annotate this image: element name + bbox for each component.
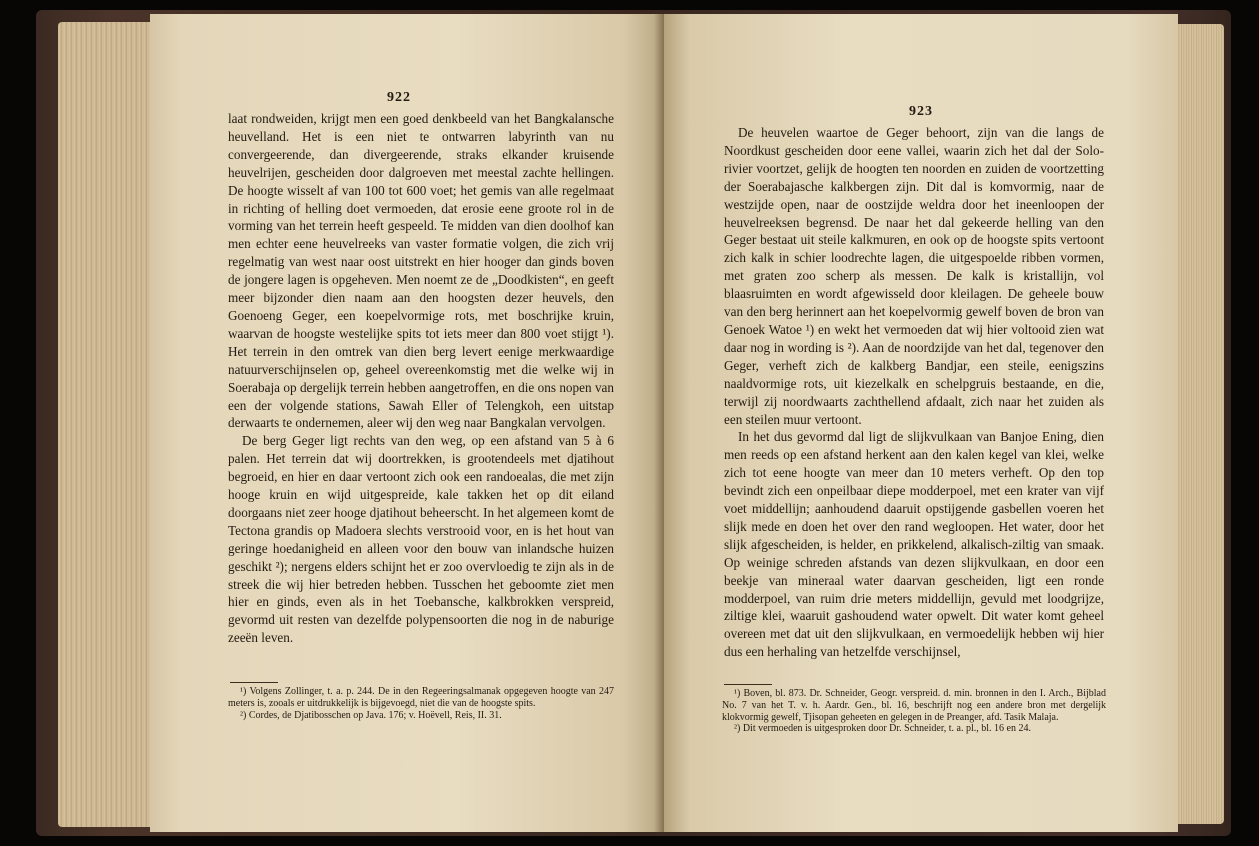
footnote-rule <box>230 682 278 683</box>
left-page <box>150 14 664 832</box>
page-stack-right <box>1172 24 1224 824</box>
paragraph: De heuvelen waartoe de Geger behoort, zijn van die langs de Noordkust gescheiden door eene vallei, waarin zich het dal der Solo-rivier voortzet, gelijk de hoogten ten noorden en zuiden de voortzetting der Soerabajasche kalkbergen zijn. Dit dal is komvormig, naar de westzijde open, naar de oostzijde weldra door het ineenloopen der heuvelreeksen begrensd. De naar het dal gekeerde helling van den Geger bestaat uit steile kalkmuren, en ook op de hoogste spits vertoont zich kalk in schier loodrechte lagen, die uitgespoelde ribben vormen, met graten zoo scherp als messen. De kalk is kristallijn, vol blaasruimten en wordt afgewisseld door kleilagen. De geheele bouw van den berg herinnert aan het koepelvormig gewelf boven de bron van Genoek Watoe ¹) en wekt het vermoeden dat wij hier voltooid zien wat daar nog in wording is ²). Aan de noordzijde van het dal, tegenover den Geger, verheft zich de kalkberg Bandjar, een steile, eenigszins naaldvormige rots, uit kiezelkalk en schelpgruis bestaande, en die, terwijl zij noordwaarts zachthellend afdaalt, zich naar het zuiden als een steilen muur vertoont. <box>724 125 1104 427</box>
paragraph: De berg Geger ligt rechts van den weg, op een afstand van 5 à 6 palen. Het terrein dat wij doortrekken, is grootendeels met djatihout begroeid, en hier en daar vertoont zich ook een randoealas, die met zijn hooge kruin en wijd uitgespreide, kale takken het op dit eiland doorgaans niet zeer hooge djatihout beheerscht. In het algemeen komt de Tectona grandis op Madoera slechts verstrooid voor, en is het hout van geringe hoedanigheid en alleen voor den bouw van inlandsche huizen geschikt ²); nergens elders schijnt het er zoo overvloedig te zijn als in de streek die wij hier betreden hebben. Tusschen het geboomte ziet men hier en ginds, even als in het Toebansche, kalkbrokken verspreid, gevormd uit resten van dezelfde polypensoorten die nog in de naburige zeeën leven. <box>228 433 614 646</box>
footnote-rule <box>724 684 772 685</box>
paragraph: In het dus gevormd dal ligt de slijkvulkaan van Banjoe Ening, dien men reeds op een afstand herkent aan den kalen kegel van klei, welke zich tot eene hoogte van meer dan 10 meters verheft. Op den top bevindt zich een onpeilbaar diepe modderpoel, met een krater van vijf voet middellijn; aanhoudend daaruit opstijgende gasbellen voeren het slijk mede en doen het over den rand wegloopen. Het water, door het slijk afgescheiden, is helder, en prikkelend, alkalisch-ziltig van smaak. Op weinige schreden afstands van dezen slijkvulkaan, en door een beekje van mineraal water daarvan gescheiden, ligt een ronde modderpoel, van ruim drie meters middellijn, gevuld met loodgrijze, ziltige klei, waaruit gashoudend water opwelt. Dit water komt geheel overeen met dat uit den slijkvulkaan, en vermoedelijk hebben wij hier dus een herhaling van hetzelfde verschijnsel, <box>724 429 1104 660</box>
footnotes <box>228 686 614 721</box>
footnote: ²) Cordes, de Djatibosschen op Java. 176; v. Hoëvell, Reis, II. 31. <box>240 709 502 721</box>
footnote: ¹) Volgens Zollinger, t. a. p. 244. De in den Regeeringsalmanak opgegeven hoogte van 247 meters is, zooals er uitdrukkelijk is bijgevoegd, niet die van de hoogste spits. <box>228 686 614 709</box>
paragraph: laat rondweiden, krijgt men een goed denkbeeld van het Bangkalansche heuvelland. Het is een niet te ontwarren labyrinth van nu convergeerende, dan divergeerende, straks elkander kruisende heuvelrijen, gescheiden door dalgroeven met meestal zachte hellingen. De hoogte wisselt af van 100 tot 600 voet; het gemis van alle regelmaat in richting of helling doet vermoeden, dat erosie eene groote rol in de vorming van het terrein heeft gespeeld. Te midden van dien doolhof kan men echter eene heuvelreeks van vaster formatie volgen, die zich vrij regelmatig van west naar oost uitstrekt en hier hooger dan ginds boven de jongere lagen is opgeheven. Men noemt ze de „Doodkisten“, en geeft meer bijzonder dien naam aan den hoogsten dezer heuvels, den Goenoeng Geger, een koepelvormige rots, met boschrijke kruin, waarvan de hoogste westelijke spits tot iets meer dan 800 voet stijgt ¹). Het terrein in den omtrek van dien berg levert eenige merkwaardige natuurverschijnselen op, geheel overeenkomstig met die welke wij in Soerabaja op dergelijk terrein hebben aangetroffen, en die ons nopen van een der volgende stations, Sawah Eller of Telengkoh, een uitstap derwaarts te ondernemen, aleer wij den weg naar Bangkalan vervolgen. <box>228 111 614 431</box>
page-number: 922 <box>387 90 411 105</box>
page-number: 923 <box>909 104 933 119</box>
right-page <box>664 14 1178 832</box>
footnote: ¹) Boven, bl. 873. Dr. Schneider, Geogr. verspreid. d. min. bronnen in den I. Arch., Bijblad No. 7 van het T. v. h. Aardr. Gen., bl. 16, beschrijft nog een andere bron met dergelijk klokvormig gewelf, Tjisopan geheeten en gelegen in de Preanger, afd. Tasik Malaja. <box>722 688 1106 723</box>
page-stack-left <box>58 22 154 827</box>
footnotes <box>722 688 1106 735</box>
footnote: ²) Dit vermoeden is uitgesproken door Dr. Schneider, t. a. pl., bl. 16 en 24. <box>734 723 1031 735</box>
body-text <box>228 110 614 647</box>
body-text <box>724 124 1104 661</box>
